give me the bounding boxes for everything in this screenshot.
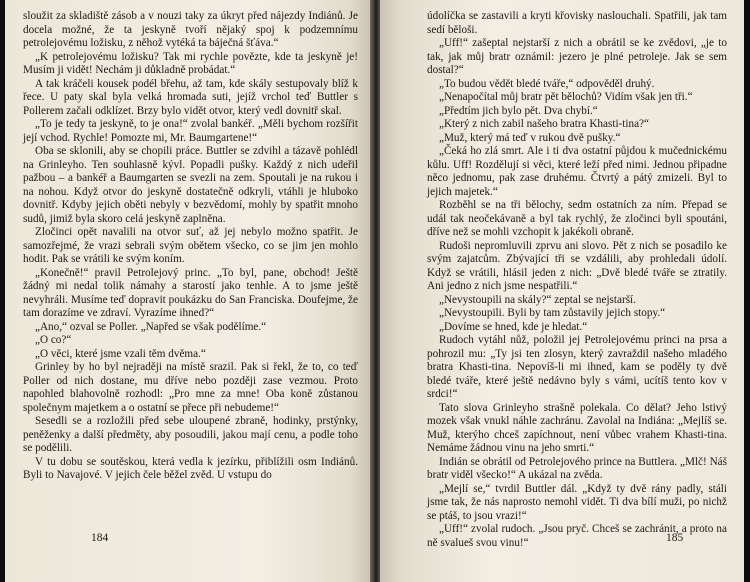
paragraph: „K petrolejovému ložisku? Tak mi rychle povězte, kde ta jeskyně je! Musím ji vidět! Nechám ji důkladně probádat.“ <box>23 50 358 76</box>
paragraph: „Konečně!“ pravil Petrolejový princ. „To byl, pane, obchod! Ještě žádný mi nedal tolik námahy a starostí jako tenhle. A to jsme ještě nevyhráli. Musíme teď dopravit poukázku do San Franciska. Doufejme, že tam dorazíme ve zdraví. Vyrazíme ihned?“ <box>23 266 358 319</box>
paragraph: „Muž, který má teď v rukou dvě pušky.“ <box>439 131 621 144</box>
page-number: 184 <box>91 532 109 544</box>
paragraph: „O co?“ <box>35 334 72 346</box>
paragraph: údolíčka se zastavili a kryti křovisky naslouchali. Spatřili, jak tam sedí běloši. <box>427 10 727 36</box>
paragraph: Tato slova Grinleyho strašně polekala. Co dělat? Jeho lstivý mozek však vnukl náhle zachránu. Zavolal na Indiána: „Mejlíš se. Muž, kterýho chceš zapíchnout, není vůbec vrahem Khasti-tina. Nemáme žádnou vinu na jeho smrti.“ <box>427 401 727 454</box>
paragraph: „Uff!“ zvolal rudoch. „Jsou pryč. Chceš se zachránit, a proto na ně svalueš svou vinu!“ <box>427 523 727 549</box>
paragraph: „Nevystoupili. Byli by tam zůstavily jejich stopy.“ <box>439 307 666 319</box>
paragraph: sloužit za skladiště zásob a v nouzi taky za úkryt před nájezdy Indiánů. Je docela možné, že ta jeskyně tvoří nějaký spoj k podzemnímu petrolejovému ložisku, z něhož vytéká ta báječná šťáva.“ <box>23 10 358 49</box>
paragraph: „To je tedy ta jeskyně, to je ona!“ zvolal bankéř. „Měli bychom rozšířit její vchod. Rychle! Pomozte mi, Mr. Baumgartene!“ <box>23 118 358 144</box>
paragraph: „Který z nich zabil našeho bratra Khasti-tina?“ <box>439 118 649 130</box>
paragraph: „Předtím jich bylo pět. Dva chybí.“ <box>439 104 598 117</box>
paragraph: V tu dobu se soutěskou, která vedla k jezírku, přiblížili osm Indiánů. Byli to Navajové. V jejich čele běžel zvěd. U vstupu do <box>23 455 358 481</box>
page-number: 185 <box>666 532 684 544</box>
paragraph: Indián se obrátil od Petrolejového prince na Buttlera. „Mlč! Náš bratr viděl všecko!“ A ukázal na zvěda. <box>427 455 727 481</box>
paragraph: „To budou vědět bledé tváře,“ odpověděl druhý. <box>439 77 655 90</box>
paragraph: A tak kráčeli kousek podél břehu, až tam, kde skály sestupovaly blíž k řece. U paty skal byla velká hromada suti, jejíž vrchol teď Buttler s Pollerem začali odklízet. Brzy bylo vidět otvor, který vedl dovnitř skal. <box>23 77 358 117</box>
paragraph: Oba se sklonili, aby se chopili práce. Buttler se zdvihl a tázavě pohlédl na Grinleyho. Ten souhlasně kývl. Popadli pušky. Každý z nich udeřil pažbou – a bankéř a Baumgarten se svezli na zem. Spoutali je na rukou i na nohou. Když otvor do jeskyně dostatečně odkryli, vtáhli je hluboko dovnitř. Kdyby jejich oběti nebyly v bezvědomí, mohly by spatřit mnoho sudů, jimiž byla skoro celá jeskyně zaplněna. <box>23 145 358 225</box>
paragraph: „Čeká ho zlá smrt. Ale i ti dva ostatní půjdou k mučednickému kůlu. Uff! Rozdělují si věci, které leží před nimi. Jednou připadne něco jednomu, pak zase druhému. Čtvrtý a pátý zmizeli. Byl to jejich majetek.“ <box>427 145 727 198</box>
paragraph: Rozběhl se na tři bělochy, sedm ostatních za ním. Přepad se udál tak neočekávaně a byl tak rychlý, že zločinci byli spoutáni, dříve než se mohli vzchopit k jakékoli obraně. <box>427 199 727 238</box>
right-page <box>380 0 744 582</box>
paragraph: Rudoch vytáhl nůž, položil jej Petrolejovému princi na prsa a pohrozil mu: „Ty jsi ten zlosyn, který zavraždil našeho mladého bratra Khasti-tina. Nepovíš-li mi ihned, kam se poděly ty dvě bledé tváře, které ještě nedávno byly s vámi, ucítíš tento kov v srdci!“ <box>427 334 727 400</box>
left-page <box>5 0 372 582</box>
left-page-text <box>23 10 358 483</box>
paragraph: Grinley by ho byl nejraději na místě srazil. Pak si řekl, že to, co teď Poller od nich dostane, mu dříve nebo později zase vezmou. Proto napohled blahovolně rozhodl: „Pro mne za mne! Oba koně zůstanou společnym majetkem a o ostatní se přece při nebudeme!“ <box>23 361 358 414</box>
paragraph: „Nenapočítal můj bratr pět bělochů? Vidím však jen tři.“ <box>439 91 693 103</box>
paragraph: Sesedli se a rozložili před sebe uloupené zbraně, hodinky, prstýnky, peněženky a další předměty, aby posoudili, jakou mají cenu, a podle toho se podělili. <box>23 415 358 454</box>
paragraph: Zločinci opět navalili na otvor suť, až jej nebylo možno spatřit. Je samozřejmé, že vrazi sebrali svým obětem všecko, co se jim jen mohlo hodit. Pak se vrátili ke svým koním. <box>23 226 358 265</box>
paragraph: „Mejlí se,“ tvrdil Buttler dál. „Když ty dvě rány padly, stáli jsme tak, že nás naprosto nemohl vidět. Ti dva bílí muži, po nichž se ptáš, to jsou vrazi!“ <box>427 482 727 522</box>
right-page-text <box>427 10 727 550</box>
paragraph: „Ano,“ ozval se Poller. „Napřed se však podělíme.“ <box>35 320 267 333</box>
paragraph: „O věci, které jsme vzali těm dvěma.“ <box>35 347 206 360</box>
paragraph: „Dovíme se hned, kde je hledat.“ <box>439 320 588 333</box>
paragraph: Rudoši nepromluvili zprvu ani slovo. Pět z nich se posadilo ke svým zajatcům. Zbývající tři se vzdálili, aby prohledali údolí. Když se vrátili, hlásil jeden z nich: „Dvě bledé tváře se ztratily. Ani jedno z nich jsme nespatřili.“ <box>427 239 727 292</box>
paragraph: „Nevystoupili na skály?“ zeptal se nejstarší. <box>439 293 636 306</box>
paragraph: „Uff!“ zašeptal nejstarší z nich a obrátil se ke zvědovi, „je to tak, jak můj bratr oznámil: jezero je plné petroleje. Jak se sem dostal?“ <box>427 37 727 76</box>
